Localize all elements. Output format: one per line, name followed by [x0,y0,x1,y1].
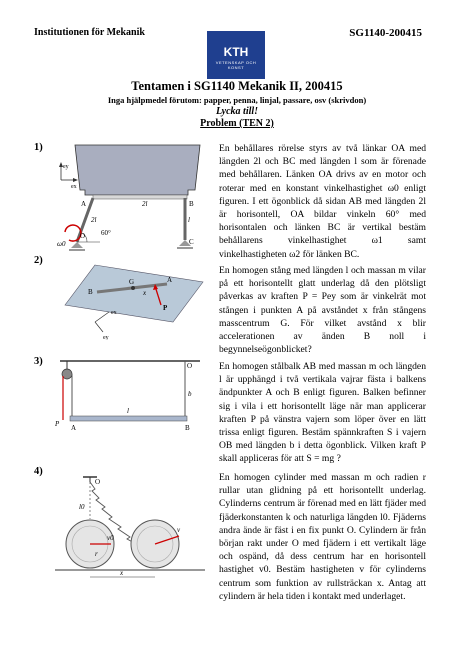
fig2-label-x: x [143,289,147,297]
problem-2-text: En homogen stång med längden l och massan m vilar på ett horisontellt glatt underlag då den plötsligt påverkas av kraften P = Pey som är vinkelrät mot stången i punkten A på avståndet x från stångens masscentrum G. För vilket avstånd x blir accelerationen av änden B noll i begynnelseögonblicket? [219,265,426,356]
logo-subtext: VETENSKAP OCH KONST [215,60,257,70]
exam-code: SG1140-200415 [349,27,422,39]
fig4-label-r: r [95,550,98,558]
fig4-label-v0: v0 [107,534,114,542]
fig2-label-ey: ey [103,335,109,340]
fig1-label-O: O [80,232,86,240]
fig1-label-ex: ex [71,184,77,190]
fig2-label-ex: ex [111,310,117,316]
fig1-label-ey: ey [63,164,69,170]
fig2-label-P: P [163,304,168,312]
fig1-label-A: A [81,200,87,208]
good-luck: Lycka till! [215,106,259,117]
problem-3-number: 3) [34,356,43,367]
fig1-label-angle: 60° [101,229,111,237]
logo-text: KTH [223,45,249,59]
institution-name: Institutionen för Mekanik [34,27,145,38]
problem-1-text: En behållares rörelse styrs av två länkar OA med längden 2l och BC med längden l som är förenade med behållaren. Länken OA drivs av en motor och roterar med en konstant vinkelhastighet ω0 enligt figuren. I ett ögonblick då sidan AB med längden 2l är horisontell, OA bildar vinkeln 60° med horisontalen och länken BC är vertikal bestäm behållarens vinkelhastighet ω1 samt vinkelhastigheten ω2 för länken BC. [219,143,426,260]
fig4-label-x: x [120,569,124,577]
problem-2-number: 2) [34,255,43,266]
problem-3-figure [55,358,205,433]
problem-4-figure [55,474,205,584]
fig4-label-l0: l0 [79,503,85,511]
fig1-label-2l-top: 2l [142,200,148,208]
fig4-label-O: O [95,478,101,486]
fig1-label-omega0: ω0 [57,240,66,248]
fig1-label-C: C [189,238,194,246]
fig1-label-2l-link: 2l [91,216,97,224]
fig2-label-A: A [167,276,173,284]
fig1-label-l: l [188,216,190,224]
exam-aids: Inga hjälpmedel förutom: papper, penna, linjal, passare, osv (skrivdon) [107,95,367,105]
problem-1-figure [55,140,205,255]
problem-1-number: 1) [34,142,43,153]
fig2-label-G: G [129,278,135,286]
fig3-label-A: A [71,424,77,432]
fig3-label-P: P [55,420,60,428]
fig4-label-v: v [177,526,181,534]
problem-4-number: 4) [34,466,43,477]
problem-4-text: En homogen cylinder med massan m och radien r rullar utan glidning på ett horisontellt underlag. Cylinderns centrum är förenad med en lätt fjäder med fjäderkonstanten k och naturliga längden l0. Fjäderns andra ände är fäst i en fix punkt O. Cylindern är från början rakt under O med fjädern i ett vertikalt läge och ospänd, då dess centrum har en horisontell hastighet v0. Bestäm hastigheten v för cylinderns centrum som funktion av rullsträckan x. Antag att cylindern är hela tiden i kontakt med underlaget. [219,472,426,602]
exam-title: Tentamen i SG1140 Mekanik II, 200415 [131,79,343,93]
problem-2-figure [55,260,205,340]
fig3-label-O: O [187,362,193,370]
kth-logo [207,31,265,79]
problem-3-text: En homogen stålbalk AB med massan m och längden l är upphängd i två vertikala vajrar fästa i balkens ändpunkter A och B enligt figuren. Balken befinner sig i vila i ett horisontellt läge när man applicerar kraften P på vänstra vajern som löper över en lätt trissa enligt figuren. Bestäm spännkraften S i vajern OB med längden b i detta ögonblick. Vilken kraft P skall appliceras för att S = mg ? [219,361,426,465]
fig2-label-B: B [88,288,93,296]
fig3-label-b: b [188,390,192,398]
fig3-label-B: B [185,424,190,432]
fig3-label-l: l [127,407,129,415]
problem-heading: Problem (TEN 2) [200,118,274,129]
fig1-label-B: B [189,200,194,208]
